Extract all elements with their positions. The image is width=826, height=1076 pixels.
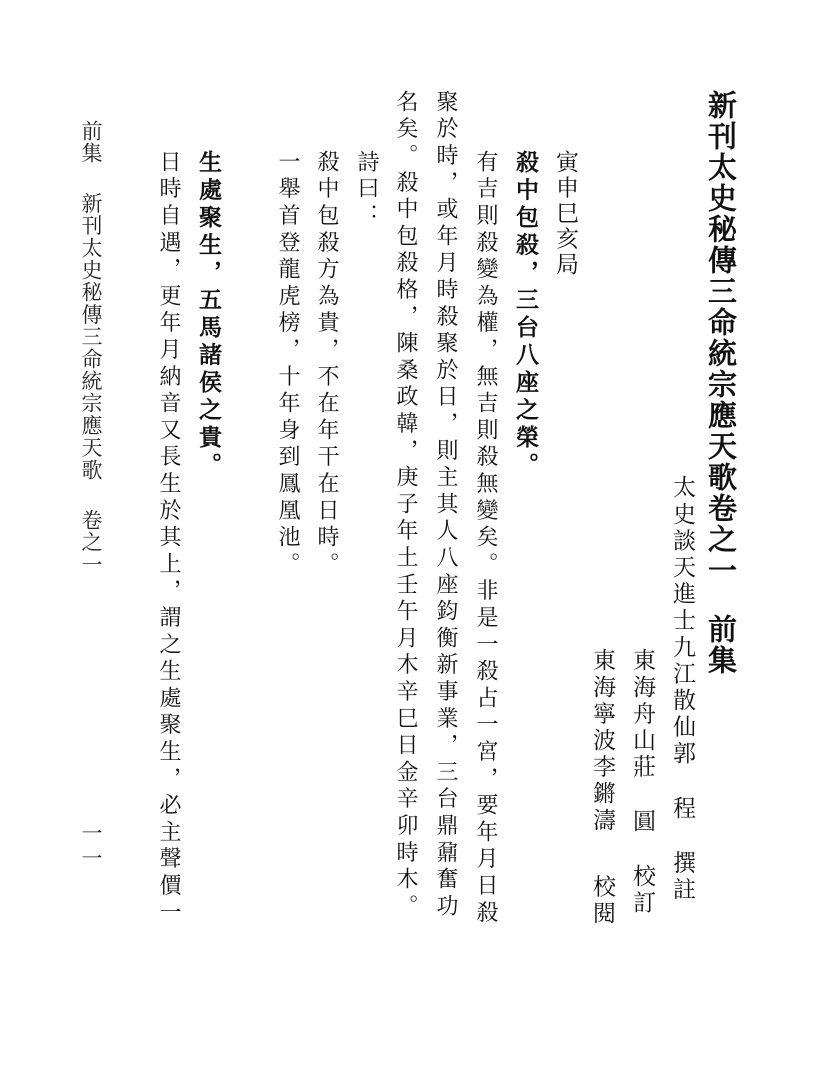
editor-name: 東海舟山莊 [629,648,655,781]
commentary-line: 日時自遇，更年月納音又長生於其上，謂之生處聚生，必主聲價一 [156,150,181,928]
commentary-line: 有吉則殺變為權，無吉則殺無變矣。非是一殺占一宮，要年月日殺 [473,150,498,928]
section-label: 前集 [704,614,738,676]
proofreader-role: 校閱 [589,874,615,928]
verse-line: 殺中包殺，三台八座之榮。 [512,150,539,480]
running-head-volume: 卷之一 [79,509,103,576]
book-title: 新刊太史秘傳三命統宗應天歌卷之一 [704,90,738,586]
poem-label: 詩曰： [354,150,379,231]
running-head-title: 新刊太史秘傳三命統宗應天歌 [79,192,103,482]
page-number: 一一 [79,822,103,872]
proofreader-credit [590,648,613,927]
editor-role: 校訂 [629,863,655,917]
proofreader-name: 東海寧波李鏘濤 [589,648,615,835]
poem-line: 殺中包殺方為貴，不在年干在日時。 [314,150,339,579]
author-credit [670,475,693,903]
section-heading: 寅申巳亥局 [552,150,578,278]
running-head [80,120,101,576]
page-title [704,90,738,676]
poem-line: 一舉首登龍虎榜，十年身到鳳凰池。 [275,150,300,579]
editor-given-name: 圓 [629,809,655,836]
author-role: 撰註 [669,850,695,904]
verse-line: 生處聚生，五馬諸侯之貴。 [195,150,222,480]
running-head-section: 前集 [79,120,103,165]
editor-credit [630,648,653,917]
commentary-line: 名矣。殺中包殺格，陳桑政韓，庚子年土壬午月木辛巳日金辛卯時木。 [393,90,418,921]
author-surname: 程 [669,795,695,823]
commentary-line: 聚於時，或年月時殺聚於日，則主其人八座鈞衡新事業，三台鼎鼐奮功 [433,90,458,921]
author-name: 太史談天進士九江散仙郭 [669,475,695,768]
